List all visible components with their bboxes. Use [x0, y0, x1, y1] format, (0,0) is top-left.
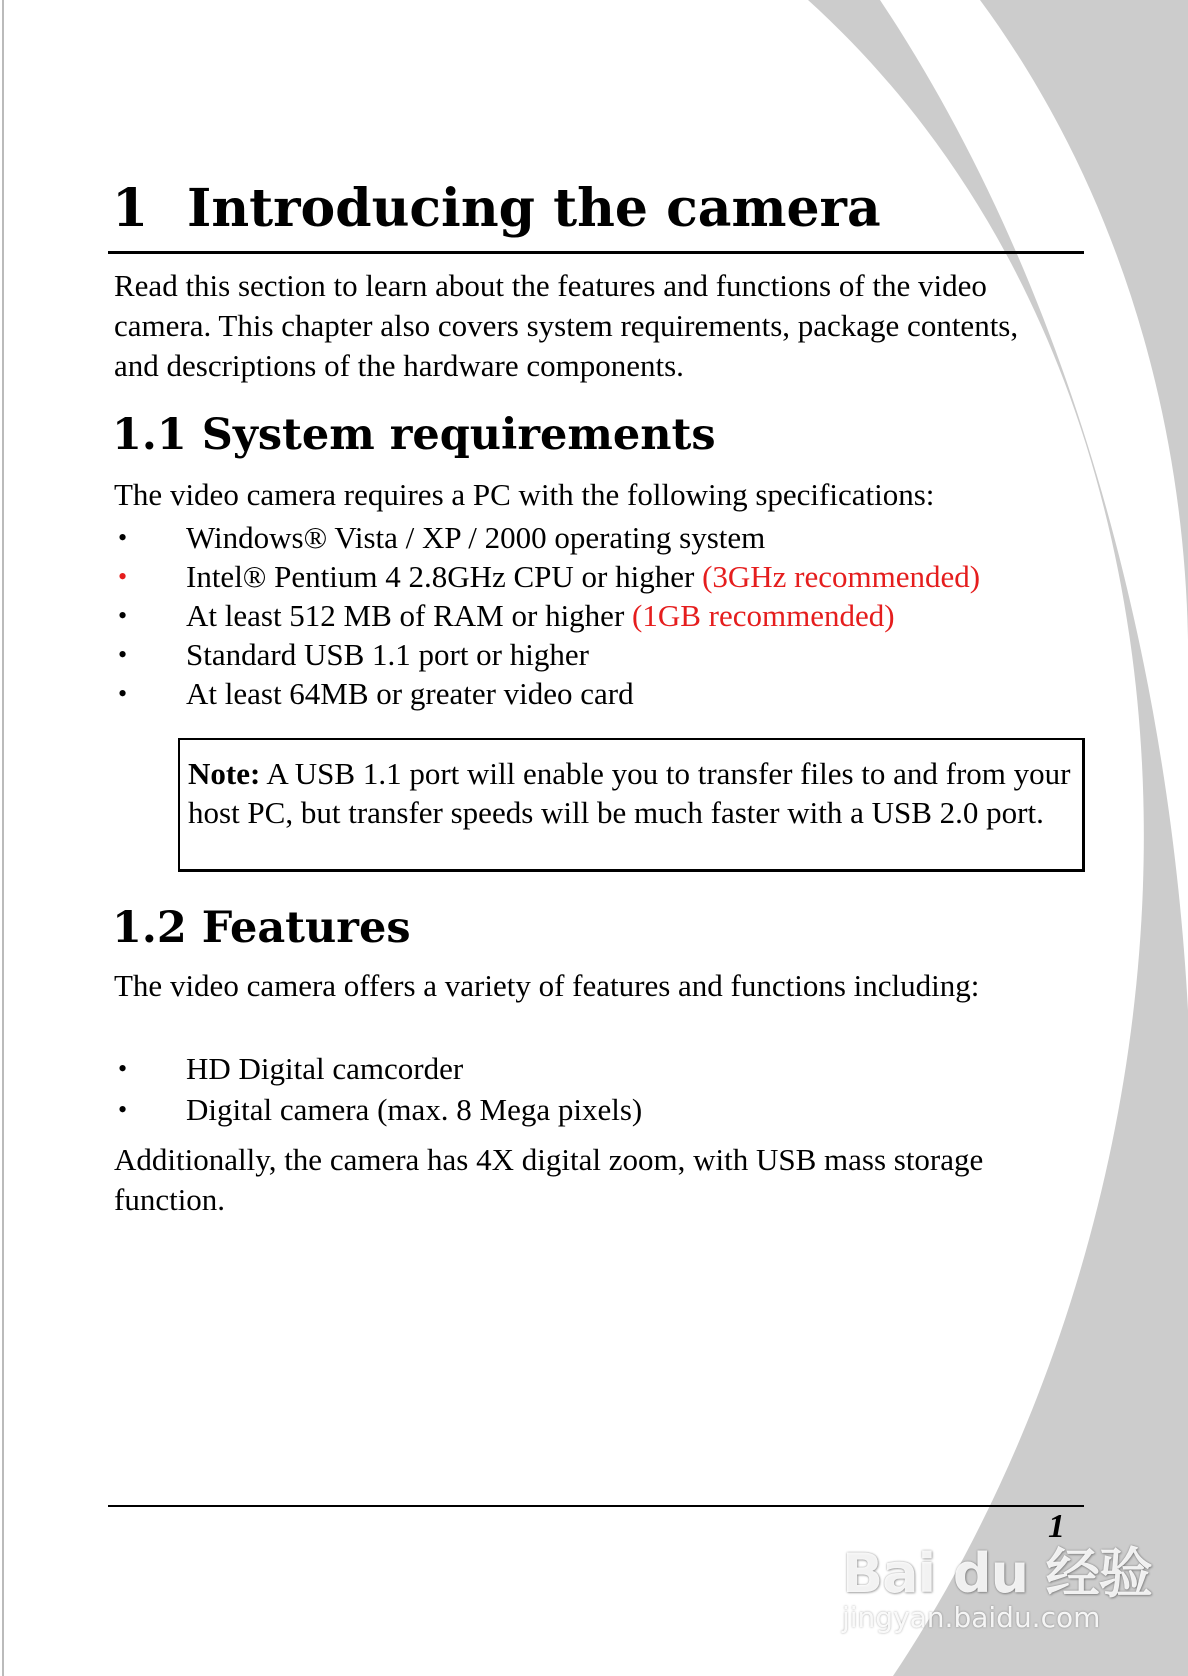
features-lead: The video camera offers a variety of features and functions including: [114, 968, 980, 1003]
note-text: A USB 1.1 port will enable you to transfer files to and from your host PC, but transfer speeds will be much faster with a USB 2.0 port. [188, 756, 1071, 830]
intro-paragraph: Read this section to learn about the features and functions of the video camera. This chapter also covers system requirements, package contents, and descriptions of the hardware components. [114, 268, 1019, 383]
item-text: HD Digital camcorder [186, 1051, 464, 1086]
recommendation-note: (3GHz recommended) [702, 559, 981, 594]
bullet: • [118, 562, 128, 591]
bullet: • [118, 679, 128, 708]
bullet: • [118, 1095, 128, 1124]
system-requirements-lead: The video camera requires a PC with the following specifications: [114, 477, 935, 512]
list-item [114, 674, 980, 713]
bullet: • [118, 1054, 128, 1083]
chapter-title-text: Introducing the camera [187, 178, 881, 239]
system-requirements-list [114, 518, 980, 713]
list-item [114, 635, 980, 674]
list-item [114, 596, 980, 635]
watermark-logo: Bai du 经验 [842, 1542, 1152, 1605]
item-text: Intel® Pentium 4 2.8GHz CPU or higher [186, 559, 703, 594]
note-box [178, 738, 1085, 872]
item-text: Digital camera (max. 8 Mega pixels) [186, 1092, 643, 1127]
chapter-title [112, 180, 881, 237]
item-text: At least 512 MB of RAM or higher [186, 598, 633, 633]
footer-rule [108, 1505, 1084, 1507]
page-number: 1 [1048, 1508, 1065, 1545]
note-label: Note: [188, 756, 261, 791]
item-text: At least 64MB or greater video card [186, 676, 634, 711]
baidu-watermark [842, 1515, 1152, 1665]
features-heading: 1.2 Features [112, 903, 411, 953]
recommendation-note: (1GB recommended) [632, 598, 895, 633]
item-text: Standard USB 1.1 port or higher [186, 637, 589, 672]
bullet: • [118, 601, 128, 630]
chapter-number: 1 [112, 178, 149, 239]
bullet: • [118, 523, 128, 552]
list-item [114, 518, 980, 557]
list-item [114, 1089, 642, 1130]
watermark-url: jingyan.baidu.com [842, 1601, 1101, 1634]
list-item [114, 1048, 642, 1089]
system-requirements-heading: 1.1 System requirements [112, 410, 716, 460]
features-closing: Additionally, the camera has 4X digital zoom, with USB mass storage function. [114, 1142, 984, 1217]
bullet: • [118, 640, 128, 669]
item-text: Windows® Vista / XP / 2000 operating system [186, 520, 766, 555]
features-list [114, 1048, 642, 1130]
title-rule [108, 251, 1084, 254]
list-item [114, 557, 980, 596]
